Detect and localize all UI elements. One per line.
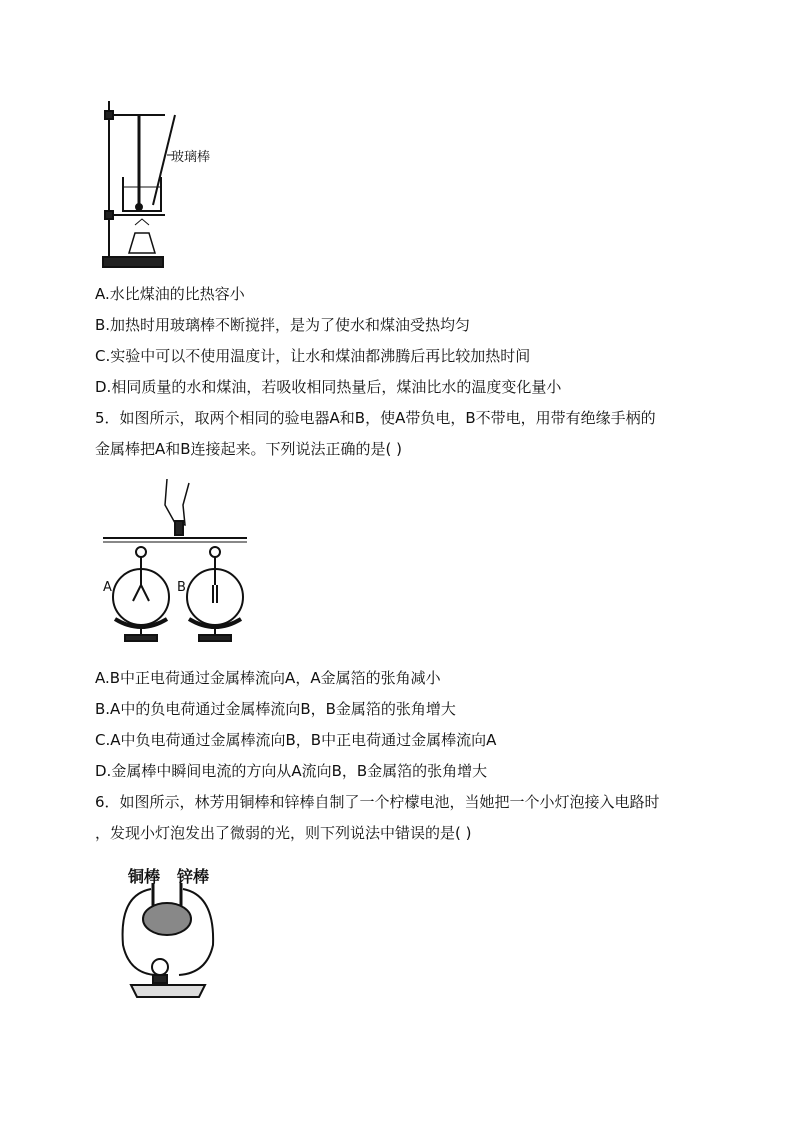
q5-option-a: A.B中正电荷通过金属棒流向A，A金属箔的张角减小 xyxy=(95,669,441,687)
electroscope-a-label: A xyxy=(103,580,112,595)
electroscope-b-label: B xyxy=(177,580,186,595)
q5-stem-line-2: 金属棒把A和B连接起来。下列说法正确的是( ) xyxy=(95,440,403,458)
heating-apparatus-figure xyxy=(95,95,255,275)
electroscope-figure xyxy=(95,475,255,650)
q6-stem-line-1: 6．如图所示，林芳用铜棒和锌棒自制了一个柠檬电池，当她把一个小灯泡接入电路时 xyxy=(95,793,660,811)
zinc-rod-label: 锌棒 xyxy=(177,867,210,886)
glass-rod-label: 玻璃棒 xyxy=(171,150,211,165)
q4-option-c: C.实验中可以不使用温度计，让水和煤油都沸腾后再比较加热时间 xyxy=(95,347,531,365)
q4-option-d: D.相同质量的水和煤油，若吸收相同热量后，煤油比水的温度变化量小 xyxy=(95,378,562,396)
q5-option-c: C.A中负电荷通过金属棒流向B，B中正电荷通过金属棒流向A xyxy=(95,731,497,749)
q5-option-d: D.金属棒中瞬间电流的方向从A流向B，B金属箔的张角增大 xyxy=(95,762,488,780)
copper-rod-label: 铜棒 xyxy=(128,867,161,886)
q6-stem-line-2: ，发现小灯泡发出了微弱的光，则下列说法中错误的是( ) xyxy=(95,824,472,842)
q4-option-a: A.水比煤油的比热容小 xyxy=(95,285,245,303)
q5-stem-line-1: 5．如图所示，取两个相同的验电器A和B，使A带负电，B不带电，用带有绝缘手柄的 xyxy=(95,409,656,427)
q5-option-b: B.A中的负电荷通过金属棒流向B，B金属箔的张角增大 xyxy=(95,700,456,718)
q4-option-b: B.加热时用玻璃棒不断搅拌，是为了使水和煤油受热均匀 xyxy=(95,316,471,334)
